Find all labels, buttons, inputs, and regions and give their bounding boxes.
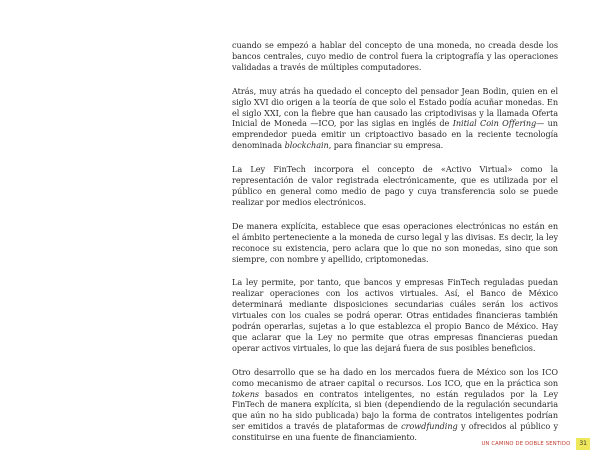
- paragraph-5: La ley permite, por tanto, que bancos y empresas FinTech reguladas puedan realizar operaciones con los activos virtuales. Así, el Banco de México determinará mediante disposiciones secundarias cuáles serán los activos virtuales con los cuales se podrá operar. Otras entidades financieras también podrán operarlas, sujetas a lo que establezca el propio Banco de México. Hay que aclarar que la Ley no permite que otras empresas financieras puedan operar activos virtuales, lo que las dejará fuera de sus posibles beneficios.: [232, 277, 558, 353]
- paragraph-2-text: — un emprendedor pueda emitir un criptoactivo basado en la reciente tecnología denominada: [232, 118, 558, 151]
- paragraph-2-text: Atrás, muy atrás ha quedado el concepto del pensador Jean Bodin, quien en el siglo XVI dio origen a la teoría de que solo el Estado podía acuñar monedas. En el siglo XXI, con la fiebre que han causado las criptodivisas y la llamada Oferta Inicial de Moneda —ICO, por las siglas en inglés de: [232, 85, 558, 129]
- paragraph-2-emphasis: Initial Coin Offering: [452, 118, 537, 129]
- paragraph-6-emphasis: crowdfunding: [401, 421, 458, 432]
- paragraph-6-emphasis: tokens: [232, 388, 259, 399]
- paragraph-4: De manera explícita, establece que esas operaciones electrónicas no están en el ámbito perteneciente a la moneda de curso legal y las divisas. Es decir, la ley reconoce su existencia, pero aclara que lo que no son monedas, sino que son siempre, con nombre y apellido, criptomonedas.: [232, 220, 558, 264]
- paragraph-2: [232, 86, 558, 151]
- page-number: 31: [576, 438, 590, 450]
- running-footer-title: UN CAMINO DE DOBLE SENTIDO: [481, 441, 571, 447]
- paragraph-1: cuando se empezó a hablar del concepto de una moneda, no creada desde los bancos centrales, cuyo medio de control fuera la criptografía y las operaciones validadas a través de múltiples computadores.: [232, 40, 558, 72]
- paragraph-6-text: Otro desarrollo que se ha dado en los mercados fuera de México son los ICO como mecanismo de atraer capital o recursos. Los ICO, que en la práctica son: [232, 366, 558, 388]
- body-text-column: [232, 40, 558, 456]
- page-footer: [481, 438, 590, 450]
- paragraph-6: [232, 367, 558, 443]
- paragraph-2-emphasis: blockchain: [284, 140, 329, 151]
- paragraph-6-text: basados en contratos inteligentes, no están regulados por la Ley FinTech de manera explícita, si bien (dependiendo de la regulación secundaria que aún no ha sido publicada) bajo la forma de contratos inteligentes podrían ser emitidos a través de plataformas de: [232, 388, 558, 432]
- paragraph-6-text: y ofrecidos al público y constituirse en una fuente de financiamiento.: [232, 421, 558, 443]
- paragraph-2-text: , para financiar su empresa.: [328, 140, 444, 151]
- paragraph-3: La Ley FinTech incorpora el concepto de «Activo Virtual» como la representación de valor registrada electrónicamente, que es utilizada por el público en general como medio de pago y cuya transferencia solo se puede realizar por medios electrónicos.: [232, 164, 558, 207]
